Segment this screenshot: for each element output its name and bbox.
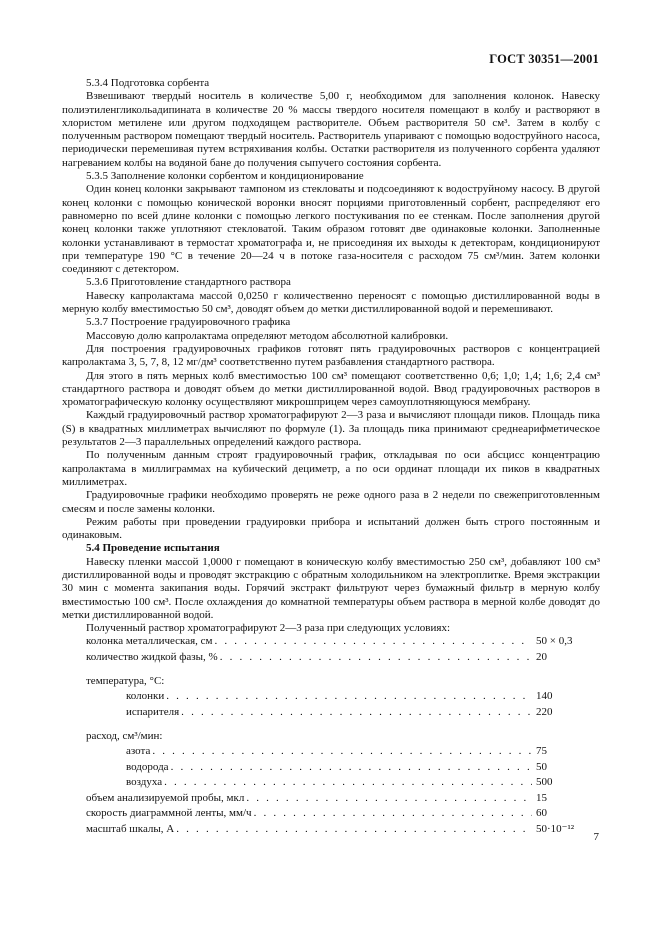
paragraph: Полученный раствор хроматографируют 2—3 раза при следующих условиях:	[86, 622, 451, 635]
flow-header: расход, см³/мин:	[86, 730, 163, 743]
section-heading: 5.4 Проведение испытания	[86, 542, 220, 555]
temperature-header: температура, °С:	[86, 675, 165, 688]
conditions-list	[62, 635, 600, 838]
paragraph: По полученным данным строят градуировочный график, откладывая по оси абсцисс концентрацию капролактама в миллиграммах на кубический дециметр, а по оси ординат площади их пиков в квадратных миллиметрах.	[62, 449, 600, 488]
condition-temp-evaporator: испарителя . . . 220	[62, 706, 600, 722]
paragraph: Для построения градуировочных графиков готовят пять градуировочных растворов с концентрацией капролактама 3, 5, 7, 8, 12 мг/дм³ соответственно путем разбавления стандартного раствора.	[62, 342, 600, 369]
condition-liquid-phase: количество жидкой фазы, % . . . 20	[62, 651, 600, 667]
condition-column: колонка металлическая, см . . . 50 × 0,3	[62, 635, 600, 651]
condition-scale: масштаб шкалы, А . . . 50·10⁻¹²	[62, 823, 600, 839]
paragraph: Один конец колонки закрывают тампоном из стекловаты и подсоединяют к водоструйному насосу. В другой конец колонки с помощью конической воронки вносят порциями приготовленный сорбент, распределяют его равномерно по всей длине колонки с помощью легкого постукивания по ее стенкам. После заполнения другой конец колонки также уплотняют стекловатой. Таким образом готовят две одинаковые колонки. Заполненные колонки устанавливают в термостат хроматографа и, не присоединяя их выходы к детекторам, кондиционируют при температуре 190 °С в течение 20—24 ч в потоке газа-носителя с расходом 75 см³/мин. Затем колонки соединяют с детектором.	[62, 183, 600, 276]
paragraph: 5.3.5 Заполнение колонки сорбентом и кондиционирование	[86, 170, 364, 183]
condition-flow-air: воздуха . . . 500	[62, 776, 600, 792]
paragraph: 5.3.7 Построение градуировочного графика	[86, 316, 291, 329]
condition-temp-columns: колонки . . . 140	[62, 690, 600, 706]
condition-flow-hydrogen: водорода . . . 50	[62, 761, 600, 777]
paragraph: Массовую долю капролактама определяют методом абсолютной калибровки.	[86, 329, 449, 342]
document-body	[62, 77, 600, 838]
paragraph: Навеску пленки массой 1,0000 г помещают в коническую колбу вместимостью 250 см³, добавляют 100 см³ дистиллированной воды и проводят экстракцию с обратным холодильником на электроплитке. Время экстракции 30 мин с момента закипания воды. Горячий экстракт фильтруют через бумажный фильтр в мерную колбу вместимостью 100 см³. После охлаждения до комнатной температуры объем раствора в мерной колбе доводят до метки дистиллированной водой.	[62, 555, 600, 621]
condition-sample-volume: объем анализируемой пробы, мкл . . . 15	[62, 792, 600, 808]
condition-tape-speed: скорость диаграммной ленты, мм/ч . . . 60	[62, 807, 600, 823]
paragraph: Градуировочные графики необходимо проверять не реже одного раза в 2 недели по свежеприготовленным смесям и после замены колонки.	[62, 489, 600, 515]
paragraph: Режим работы при проведении градуировки прибора и испытаний должен быть строго постоянным и одинаковым.	[62, 515, 600, 542]
paragraph: 5.3.4 Подготовка сорбента	[86, 77, 210, 89]
paragraph: 5.3.6 Приготовление стандартного раствора	[86, 276, 291, 289]
document-header: ГОСТ 30351—2001	[489, 52, 599, 66]
paragraph: Навеску капролактама массой 0,0250 г количественно переносят с помощью дистиллированной воды в мерную колбу вместимостью 50 см³, доводят объем до метки дистиллированной водой и перемешивают.	[62, 289, 600, 316]
paragraph: Взвешивают твердый носитель в количестве 5,00 г, необходимом для заполнения колонок. Навеску полиэтиленгликольадипината в количестве 20 % массы твердого носителя помещают в колбу и растворяют в хлористом метилене или другом подходящем растворителе. Объем растворителя 50 см³. Затем в колбу с полученным раствором помещают твердый носитель. Растворитель упаривают с помощью водоструйного насоса, периодически перемешивая путем встряхивания колбы. Остатки растворителя из полученного сорбента удаляют нагреванием колбы на водяной бане до получения сыпучего состояния сорбента.	[62, 90, 600, 169]
paragraphs	[62, 77, 600, 635]
paragraph: Для этого в пять мерных колб вместимостью 100 см³ помещают соответственно 0,6; 1,0; 1,4; 1,6; 2,4 см³ стандартного раствора и доводят объем до метки дистиллированной водой. Ввод градуировочных растворов в хроматографическую колонку осуществляют микрошприцем через самоуплотняющуюся мембрану.	[62, 369, 600, 409]
condition-flow-nitrogen: азота . . . 75	[62, 745, 600, 761]
paragraph: Каждый градуировочный раствор хроматографируют 2—3 раза и вычисляют площади пиков. Площадь пика (S) в квадратных миллиметрах вычисляют по формуле (1). За площадь пика принимают среднеарифметическое результатов 2—3 параллельных определений каждого раствора.	[62, 409, 600, 449]
page-number: 7	[593, 831, 599, 843]
